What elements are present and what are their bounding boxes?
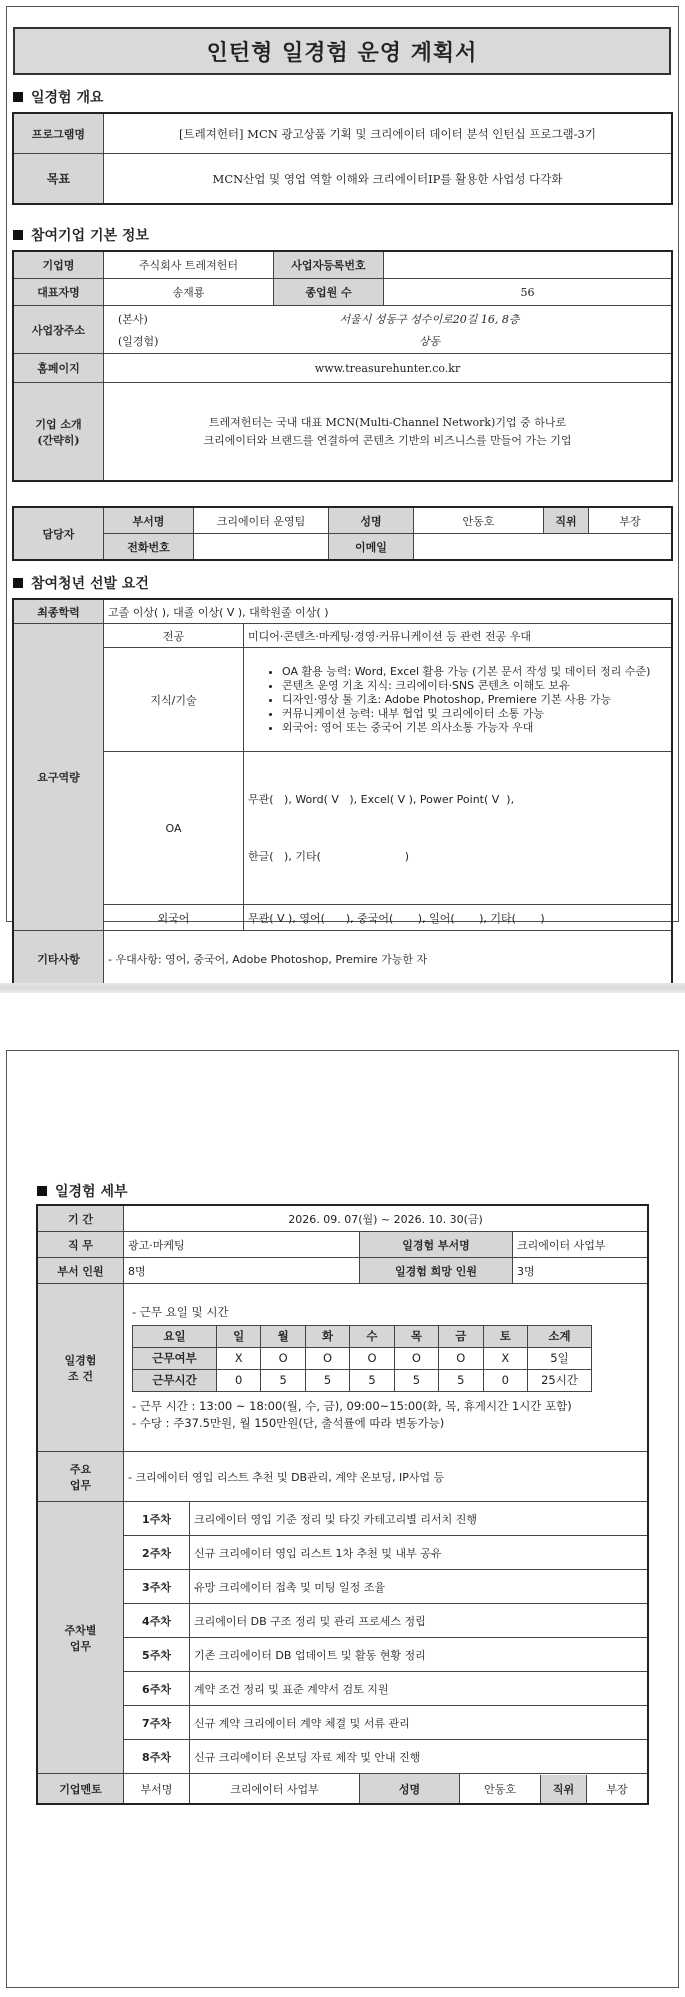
contact-name-label: 성명	[329, 508, 414, 534]
mentor-dept-label: 부서명	[124, 1774, 190, 1804]
edu-label: 최종학력	[14, 600, 104, 624]
ceo-value: 송재룡	[104, 279, 274, 306]
ceo-label: 대표자명	[14, 279, 104, 306]
contact-pos-value: 부장	[589, 508, 672, 534]
intro-value	[104, 383, 672, 481]
staff-label: 종업원 수	[274, 279, 384, 306]
schedule-header: 소계	[528, 1325, 592, 1347]
main-task-label-line1: 주요	[69, 1462, 92, 1476]
condition-label-line2: 조 건	[67, 1369, 94, 1383]
requirements-table	[13, 599, 672, 987]
intro-label	[14, 383, 104, 481]
condition-intro: - 근무 요일 및 시간	[132, 1304, 229, 1319]
oa-label: OA	[104, 752, 244, 905]
want-value: 3명	[513, 1258, 648, 1284]
section-heading-requirements	[13, 573, 149, 593]
homepage-label: 홈페이지	[14, 354, 104, 383]
week-number: 8주차	[124, 1740, 190, 1774]
square-bullet-icon	[13, 92, 23, 102]
skill-item: • 콘텐츠 운영 기초 지식: 크리에이터·SNS 콘텐츠 이해도 보유	[282, 679, 665, 693]
condition-note-pay: - 수당 : 주37.5만원, 월 150만원(단, 출석률에 따라 변동가능)	[132, 1415, 445, 1430]
schedule-cell: 0	[483, 1369, 527, 1391]
section-title: 일경험 개요	[31, 90, 104, 106]
contact-table	[13, 507, 672, 560]
intro-label-line1: 기업 소개	[35, 417, 82, 431]
schedule-header: 화	[305, 1325, 349, 1347]
week-task: 신규 크리에이터 영입 리스트 1차 추천 및 내부 공유	[190, 1536, 648, 1570]
week-number: 1주차	[124, 1502, 190, 1536]
schedule-header: 일	[217, 1325, 261, 1347]
skill-item: • 커뮤니케이션 능력: 내부 협업 및 크리에이터 소통 가능	[282, 707, 665, 721]
schedule-cell: 5	[394, 1369, 438, 1391]
schedule-cell: 5	[261, 1369, 305, 1391]
page-separator	[0, 983, 685, 993]
square-bullet-icon	[13, 578, 23, 588]
edu-value: 고졸 이상( ), 대졸 이상( V ), 대학원졸 이상( )	[104, 600, 672, 624]
mentor-pos-label: 직위	[540, 1775, 587, 1803]
section-heading-company	[13, 225, 149, 245]
contact-dept-value: 크리에이터 운영팀	[194, 508, 329, 534]
schedule-cell: X	[483, 1347, 527, 1369]
schedule-cell: 25시간	[528, 1369, 592, 1391]
oa-line2: 한글( ), 기타( )	[248, 850, 410, 863]
schedule-header: 토	[483, 1325, 527, 1347]
headcount-value: 8명	[124, 1258, 360, 1284]
staff-value: 56	[384, 279, 672, 306]
company-table	[13, 251, 672, 481]
week-number: 7주차	[124, 1706, 190, 1740]
schedule-header: 월	[261, 1325, 305, 1347]
weekly-label	[38, 1502, 124, 1774]
detail-dept-value: 크리에이터 사업부	[513, 1232, 648, 1258]
schedule-cell: 5	[305, 1369, 349, 1391]
address-hq-tag: (본사)	[118, 312, 148, 326]
contact-email-label: 이메일	[329, 534, 414, 560]
week-task: 계약 조건 정리 및 표준 계약서 검토 지원	[190, 1672, 648, 1706]
contact-pos-label: 직위	[544, 508, 589, 534]
detail-table	[37, 1205, 648, 1804]
skill-list-cell	[244, 648, 672, 752]
detail-dept-label: 일경험 부서명	[360, 1232, 513, 1258]
week-task: 신규 크리에이터 온보딩 자료 제작 및 안내 진행	[190, 1740, 648, 1774]
schedule-cell: 5	[439, 1369, 483, 1391]
company-name-value: 주식회사 트레져헌터	[104, 252, 274, 279]
square-bullet-icon	[37, 1186, 47, 1196]
contact-email-value	[414, 534, 672, 560]
condition-note-hours: - 근무 시간 : 13:00 ~ 18:00(월, 수, 금), 09:00~15:00(화, 목, 휴게시간 1시간 포함)	[132, 1398, 572, 1413]
document-page-2	[6, 1050, 679, 1988]
section-heading-detail	[37, 1181, 128, 1201]
schedule-row-label: 근무시간	[133, 1369, 217, 1391]
schedule-cell: 5일	[528, 1347, 592, 1369]
want-label: 일경험 희망 인원	[360, 1258, 513, 1284]
mentor-pos-value: 부장	[606, 1782, 628, 1796]
week-task: 유망 크리에이터 접촉 및 미팅 일정 조율	[190, 1570, 648, 1604]
schedule-cell: O	[261, 1347, 305, 1369]
schedule-row-label: 근무여부	[133, 1347, 217, 1369]
section-title: 참여기업 기본 정보	[31, 228, 149, 244]
weekly-label-line2: 업무	[69, 1639, 92, 1653]
program-label: 프로그램명	[14, 114, 104, 154]
lang-value: 무관( V ), 영어( ), 중국어( ), 일어( ), 기타( )	[244, 905, 672, 931]
bizno-value	[384, 252, 672, 279]
skill-item: • 디자인·영상 툴 기초: Adobe Photoshop, Premiere 기본 사용 가능	[282, 693, 665, 707]
company-name-label: 기업명	[14, 252, 104, 279]
bizno-label: 사업자등록번호	[274, 252, 384, 279]
schedule-cell: O	[350, 1347, 394, 1369]
schedule-header: 요일	[133, 1325, 217, 1347]
condition-label-line1: 일경험	[64, 1353, 97, 1367]
week-number: 5주차	[124, 1638, 190, 1672]
schedule-cell: X	[217, 1347, 261, 1369]
contact-name-value: 안동호	[414, 508, 544, 534]
address-label: 사업장주소	[14, 306, 104, 354]
contact-phone-label: 전화번호	[104, 534, 194, 560]
address-work-tag: (일경험)	[118, 334, 159, 348]
headcount-label: 부서 인원	[38, 1258, 124, 1284]
skill-label: 지식/기술	[104, 648, 244, 752]
etc-value: - 우대사항: 영어, 중국어, Adobe Photoshop, Premire 가능한 자	[104, 931, 672, 987]
week-task: 크리에이터 영입 기준 정리 및 타깃 카테고리별 리서치 진행	[190, 1502, 648, 1536]
mentor-name-label: 성명	[360, 1774, 460, 1804]
schedule-header: 금	[439, 1325, 483, 1347]
main-task-label	[38, 1452, 124, 1502]
main-task-label-line2: 업무	[69, 1478, 92, 1492]
lang-label: 외국어	[104, 905, 244, 931]
oa-value	[244, 752, 672, 905]
address-cell	[104, 306, 672, 354]
section-heading-overview	[13, 87, 104, 107]
etc-label: 기타사항	[14, 931, 104, 987]
week-number: 4주차	[124, 1604, 190, 1638]
skill-item: • OA 활용 능력: Word, Excel 활용 가능 (기본 문서 작성 및 데이터 정리 수준)	[282, 665, 665, 679]
section-title: 참여청년 선발 요건	[31, 576, 149, 592]
contact-label: 담당자	[14, 508, 104, 560]
mentor-label: 기업멘토	[38, 1774, 124, 1804]
section-title: 일경험 세부	[55, 1184, 128, 1200]
skill-list	[264, 665, 665, 735]
condition-cell	[124, 1284, 648, 1452]
schedule-header: 수	[350, 1325, 394, 1347]
week-task: 기존 크리에이터 DB 업데이트 및 활동 현황 정리	[190, 1638, 648, 1672]
competency-label: 요구역량	[14, 624, 104, 931]
address-work-value: 상동	[418, 334, 441, 348]
period-value: 2026. 09. 07(월) ~ 2026. 10. 30(금)	[124, 1206, 648, 1232]
document-page-1	[6, 6, 679, 966]
week-task: 크리에이터 DB 구조 정리 및 관리 프로세스 정립	[190, 1604, 648, 1638]
contact-dept-label: 부서명	[104, 508, 194, 534]
condition-label	[38, 1284, 124, 1452]
schedule-header: 목	[394, 1325, 438, 1347]
homepage-value: www.treasurehunter.co.kr	[104, 354, 672, 383]
program-value: [트레져헌터] MCN 광고상품 기획 및 크리에이터 데이터 분석 인턴십 프로그램-3기	[104, 114, 672, 154]
job-value: 광고·마케팅	[124, 1232, 360, 1258]
overview-table	[13, 113, 672, 204]
period-label: 기 간	[38, 1206, 124, 1232]
intro-line2: 크리에이터와 브랜드를 연결하여 콘텐츠 기반의 비즈니스를 만들어 가는 기업	[203, 433, 572, 447]
mentor-dept-value: 크리에이터 사업부	[190, 1774, 360, 1804]
schedule-cell: 5	[350, 1369, 394, 1391]
schedule-cell: O	[439, 1347, 483, 1369]
schedule-cell: O	[394, 1347, 438, 1369]
weekly-label-line1: 주차별	[64, 1623, 97, 1637]
week-number: 6주차	[124, 1672, 190, 1706]
intro-label-line2: (간략히)	[37, 433, 80, 447]
square-bullet-icon	[13, 230, 23, 240]
job-label: 직 무	[38, 1232, 124, 1258]
main-task-value: - 크리에이터 영입 리스트 추천 및 DB관리, 계약 온보딩, IP사업 등	[124, 1452, 648, 1502]
major-label: 전공	[104, 624, 244, 648]
week-number: 2주차	[124, 1536, 190, 1570]
intro-line1: 트레져헌터는 국내 대표 MCN(Multi-Channel Network)기업 중 하나로	[208, 415, 567, 429]
schedule-cell: O	[305, 1347, 349, 1369]
mentor-name-value: 안동호	[484, 1782, 516, 1796]
major-value: 미디어·콘텐츠·마케팅·경영·커뮤니케이션 등 관련 전공 우대	[244, 624, 672, 648]
schedule-table	[132, 1325, 592, 1392]
week-number: 3주차	[124, 1570, 190, 1604]
mentor-rest	[460, 1774, 648, 1804]
week-task: 신규 계약 크리에이터 계약 체결 및 서류 관리	[190, 1706, 648, 1740]
goal-label: 목표	[14, 154, 104, 204]
address-hq-value: 서울시 성동구 성수이로20길 16, 8층	[339, 312, 520, 326]
contact-phone-value	[194, 534, 329, 560]
document-title: 인턴형 일경험 운영 계획서	[13, 27, 671, 75]
schedule-cell: 0	[217, 1369, 261, 1391]
goal-value: MCN산업 및 영업 역할 이해와 크리에이터IP를 활용한 사업성 다각화	[104, 154, 672, 204]
skill-item: • 외국어: 영어 또는 중국어 기본 의사소통 가능자 우대	[282, 721, 665, 735]
oa-line1: 무관( ), Word( V ), Excel( V ), Power Point( V ),	[248, 793, 515, 806]
